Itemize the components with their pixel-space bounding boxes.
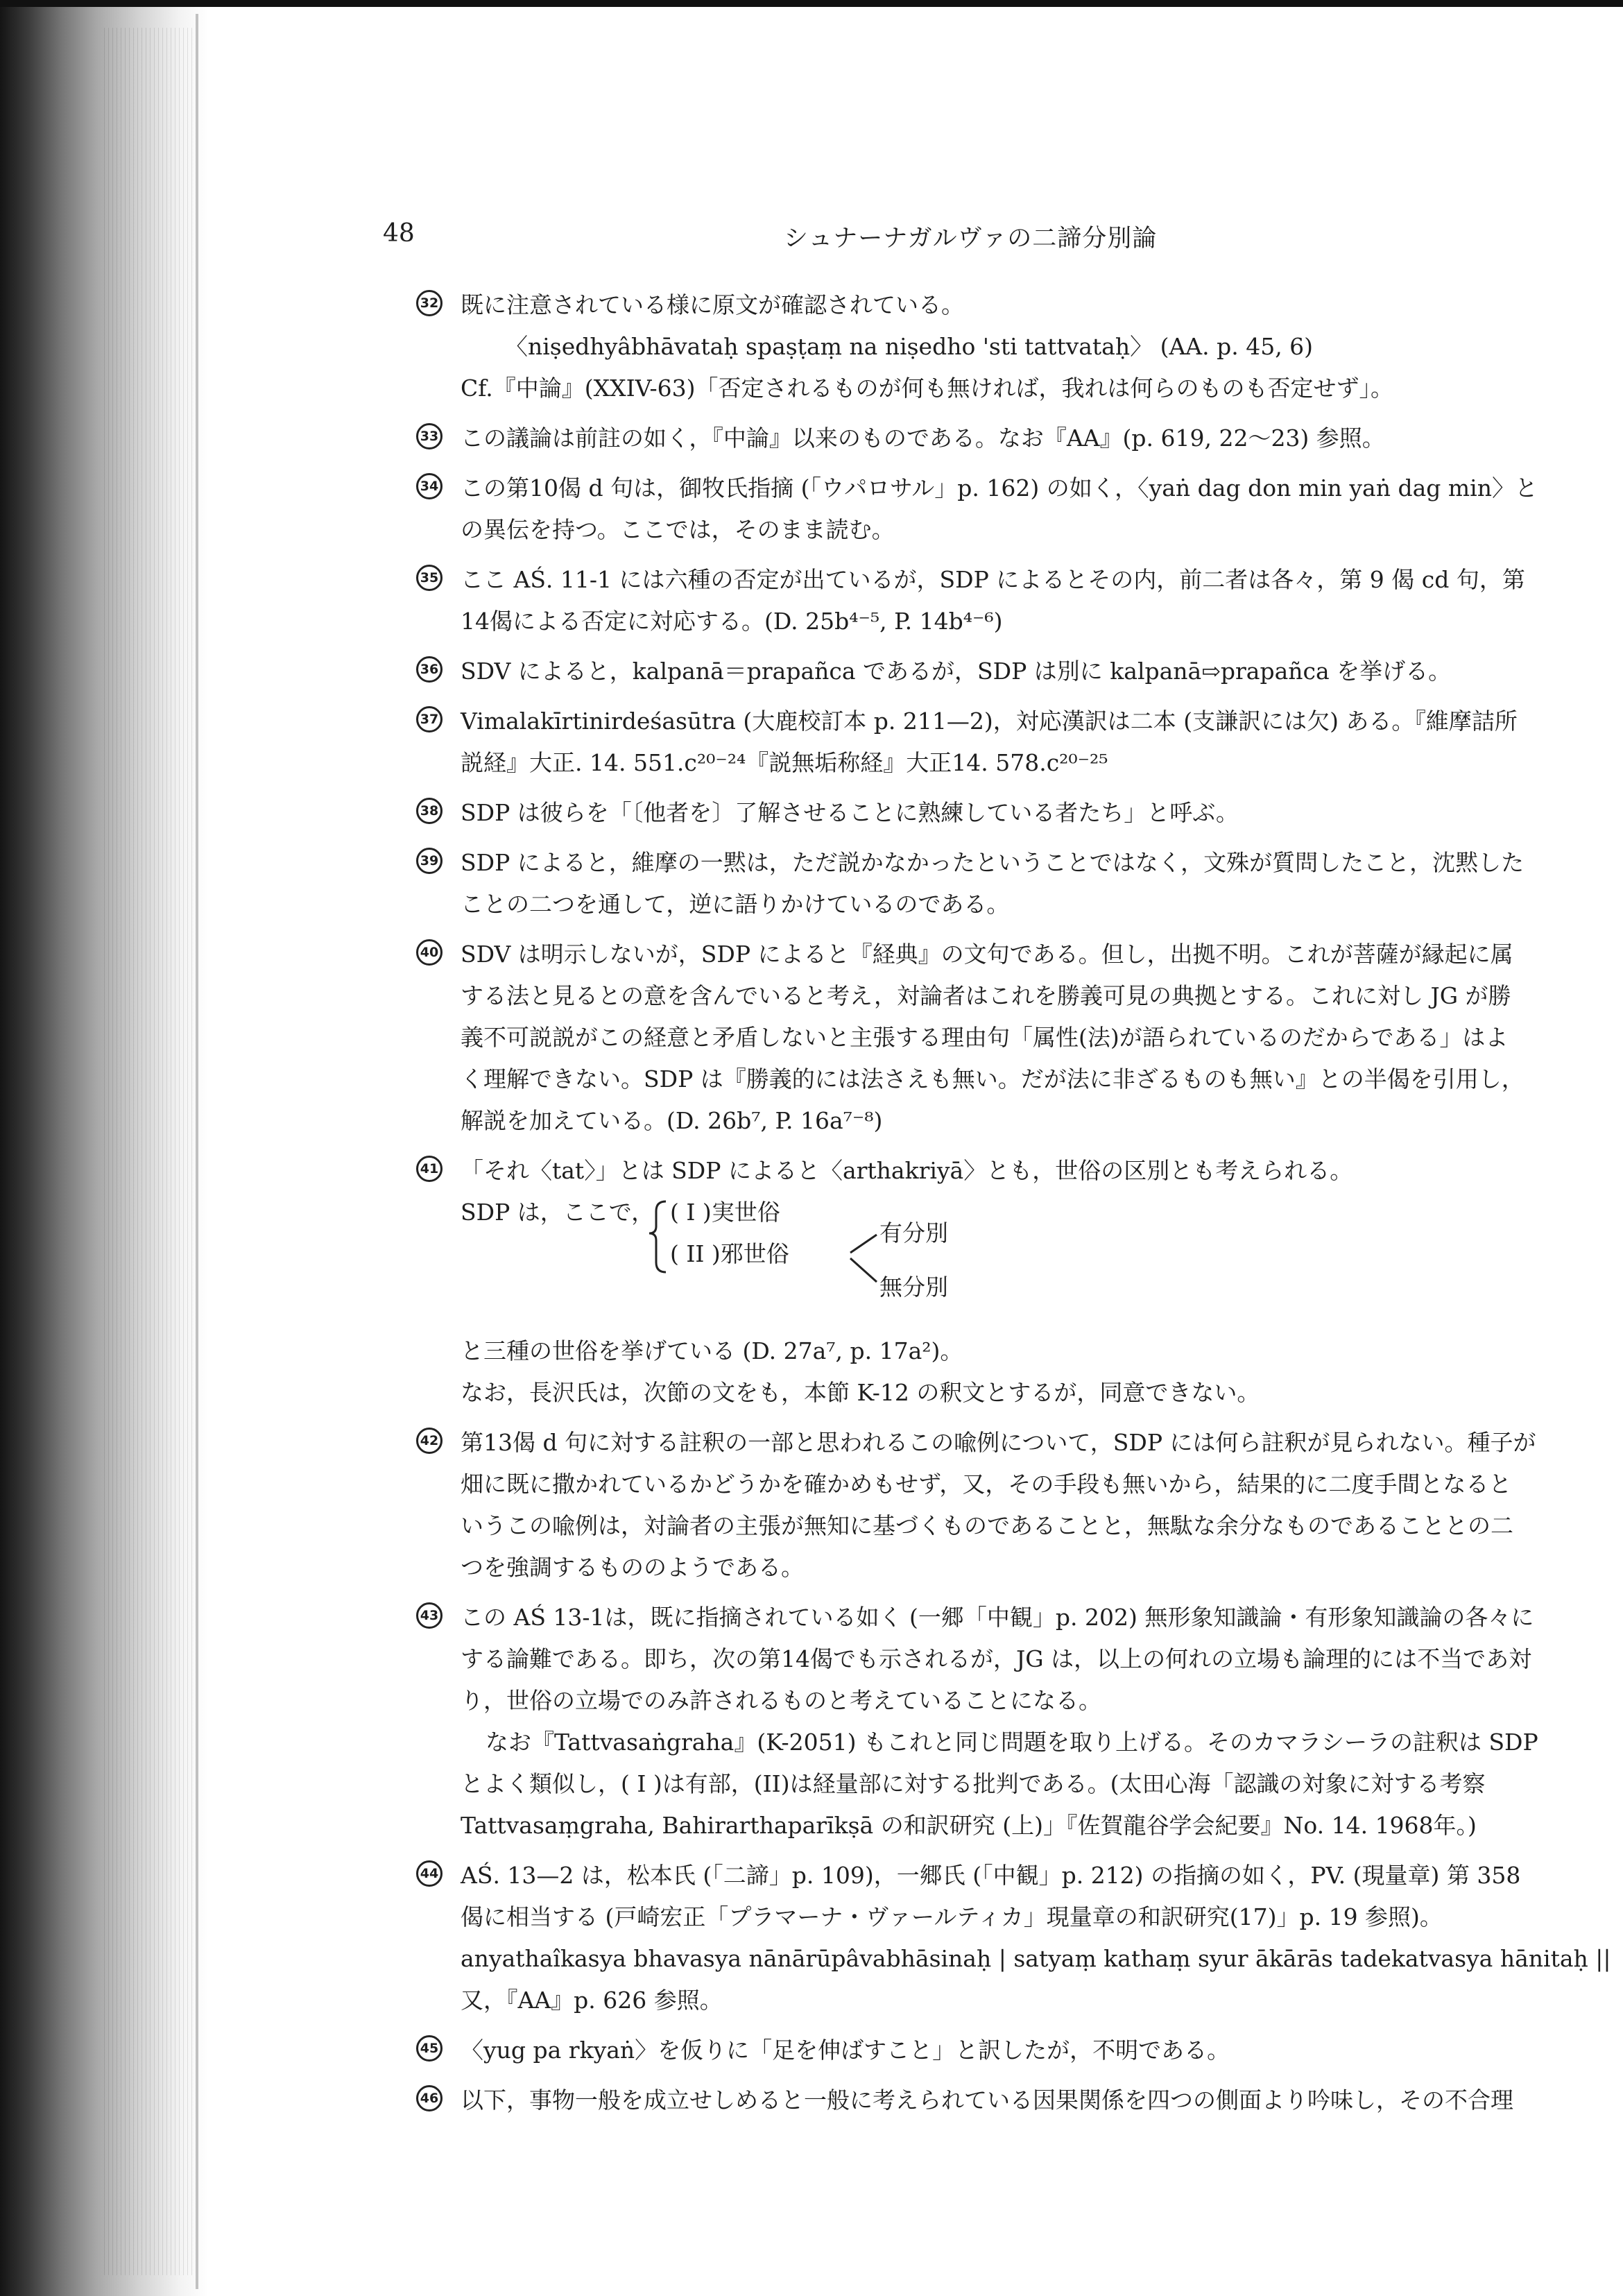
note-line: なお『Tattvasaṅgraha』(K-2051) もこれと同じ問題を取り上げる。そのカマラシーラの註釈は SDP	[486, 1729, 1538, 1756]
note-line: なお，長沢氏は，次節の文をも，本節 K-12 の釈文とするが，同意できない。	[461, 1379, 1260, 1406]
note-line: Vimalakīrtinirdeśasūtra (大鹿校訂本 p. 211—2)，対応漢訳は二本 (支謙訳には欠) ある。『維摩詰所	[461, 708, 1518, 735]
note-32	[416, 284, 1609, 409]
note-line: SDP は彼らを「〔他者を〕了解させることに熟練している者たち」と呼ぶ。	[461, 799, 1239, 826]
note-number: 42	[416, 1428, 443, 1454]
note-46	[416, 2080, 1609, 2121]
note-line: Tattvasaṃgraha, Bahirarthaparīkṣā の和訳研究 (上)」『佐賀龍谷学会紀要』No. 14. 1968年。)	[461, 1812, 1477, 1839]
note-43	[416, 1597, 1609, 1847]
note-line: 説経』大正. 14. 551.c²⁰⁻²⁴『説無垢称経』大正14. 578.c²⁰⁻²⁵	[461, 749, 1108, 776]
note-40	[416, 934, 1609, 1142]
diagram-brace	[461, 1192, 946, 1330]
note-line: する法と見るとの意を含んでいると考え，対論者はこれを勝義可見の典拠とする。これに対し JG が勝	[461, 982, 1511, 1009]
note-line: つを強調するもののようである。	[461, 1554, 804, 1581]
note-line: く理解できない。SDP は『勝義的には法さえも無い。だが法に非ざるものも無い』との半偈を引用し，	[461, 1065, 1525, 1093]
note-line: と三種の世俗を挙げている (D. 27a⁷, p. 17a²)。	[461, 1337, 963, 1364]
page-number: 48	[383, 219, 415, 248]
note-line: 第13偈 d 句に対する註釈の一部と思われるこの喩例について，SDP には何ら註釈が見られない。種子が	[461, 1429, 1536, 1456]
note-line: SDV は明示しないが，SDP によると『経典』の文句である。但し，出拠不明。これが菩薩が縁起に属	[461, 941, 1513, 968]
note-number: 46	[416, 2085, 443, 2111]
note-number: 44	[416, 1860, 443, 1887]
running-head: シュナーナガルヴァの二諦分別論	[784, 225, 1158, 252]
note-41	[416, 1150, 1609, 1414]
note-number: 45	[416, 2035, 443, 2062]
samvrti-division-diagram	[461, 1192, 1609, 1330]
note-number: 39	[416, 848, 443, 874]
note-44	[416, 1855, 1609, 2021]
note-39	[416, 842, 1609, 925]
note-37	[416, 701, 1609, 784]
binding-edge	[196, 14, 198, 2289]
note-line: 義不可説説がこの経意と矛盾しないと主張する理由句「属性(法)が語られているのだからである」はよ	[461, 1024, 1509, 1051]
footnotes	[416, 284, 1609, 2130]
note-line: 解説を加えている。(D. 26b⁷, P. 16a⁷⁻⁸)	[461, 1107, 883, 1134]
note-line: この議論は前註の如く，『中論』以来のものである。なお『AA』(p. 619, 22〜23) 参照。	[461, 425, 1385, 452]
note-35	[416, 559, 1609, 642]
note-34	[416, 468, 1609, 551]
note-line: いうこの喩例は，対論者の主張が無知に基づくものであることと，無駄な余分なものであることとの二	[461, 1512, 1513, 1539]
note-38	[416, 792, 1609, 834]
note-line: の異伝を持つ。ここでは，そのまま読む。	[461, 516, 895, 543]
note-line: り，世俗の立場でのみ許されるものと考えていることになる。	[461, 1687, 1101, 1714]
note-line: 以下，事物一般を成立せしめると一般に考えられている因果関係を四つの側面より吟味し，その不合理	[461, 2087, 1513, 2114]
note-line: 偈に相当する (戸崎宏正「プラマーナ・ヴァールティカ」現量章の和訳研究(17)」p. 19 参照)。	[461, 1903, 1443, 1930]
note-36	[416, 651, 1609, 692]
note-line: 畑に既に撒かれているかどうかを確かめもせず，又，その手段も無いから，結果的に二度手間となると	[461, 1471, 1512, 1498]
note-33	[416, 418, 1609, 459]
note-line: ここ AŚ. 11-1 には六種の否定が出ているが，SDP によるとその内，前二者は各々，第 9 偈 cd 句，第	[461, 566, 1525, 593]
note-45	[416, 2030, 1609, 2071]
note-verse: anyathaîkasya bhavasya nānārūpâvabhāsinaḥ | satyaṃ kathaṃ syur ākārās tadekatvasya hānitaḥ ||	[461, 1945, 1611, 1972]
note-quote: 〈niṣedhyâbhāvataḥ spaṣṭaṃ na niṣedho 'sti tattvataḥ〉 (AA. p. 45, 6)	[505, 333, 1314, 360]
note-number: 36	[416, 656, 443, 683]
note-number: 33	[416, 423, 443, 449]
note-number: 40	[416, 939, 443, 966]
note-line: この第10偈 d 句は，御牧氏指摘 (「ウパロサル」p. 162) の如く，〈yaṅ dag don min yaṅ dag min〉と	[461, 474, 1538, 502]
note-42	[416, 1422, 1609, 1588]
note-line: 「それ〈tat〉」とは SDP によると〈arthakriyā〉とも，世俗の区別とも考えられる。	[461, 1157, 1353, 1184]
note-number: 41	[416, 1156, 443, 1182]
note-line: 又，『AA』p. 626 参照。	[461, 1987, 723, 2014]
diagram-branch-false: ( II )邪世俗	[670, 1240, 789, 1267]
diagram-sub-with-conceptualization: 有分別	[879, 1219, 948, 1246]
note-line: する論難である。即ち，次の第14偈でも示されるが，JG は，以上の何れの立場も論理的には不当であ対	[461, 1645, 1532, 1672]
note-line: この AŚ 13-1は，既に指摘されている如く (一郷「中観」p. 202) 無形象知識論・有形象知識論の各々に	[461, 1604, 1534, 1631]
note-number: 43	[416, 1602, 443, 1629]
diagram-branch-real: ( I )実世俗	[670, 1199, 780, 1226]
note-number: 38	[416, 798, 443, 824]
note-line: SDP によると，維摩の一黙は，ただ説かなかったということではなく，文殊が質問したこと，沈黙した	[461, 849, 1525, 876]
page-top-edge	[0, 0, 1623, 7]
note-line: SDV によると，kalpanā＝prapañca であるが，SDP は別に kalpanā⇨prapañca を挙げる。	[461, 658, 1452, 685]
note-line: 〈yug pa rkyaṅ〉を仮りに「足を伸ばすこと」と訳したが，不明である。	[461, 2037, 1230, 2064]
note-number: 37	[416, 706, 443, 733]
note-number: 34	[416, 473, 443, 499]
note-line: 既に注意されている様に原文が確認されている。	[461, 291, 964, 318]
page-edge-lines	[104, 28, 194, 2275]
note-number: 35	[416, 565, 443, 591]
diagram-lead: SDP は，ここで，	[461, 1199, 655, 1226]
diagram-sub-without-conceptualization: 無分別	[879, 1274, 948, 1301]
note-number: 32	[416, 290, 443, 316]
note-line: AŚ. 13—2 は，松本氏 (「二諦」p. 109)，一郷氏 (「中観」p. 212) の指摘の如く，PV. (現量章) 第 358	[461, 1862, 1521, 1889]
note-line: ことの二つを通して，逆に語りかけているのである。	[461, 891, 1010, 918]
note-line: Cf.『中論』(XXIV-63)「否定されるものが何も無ければ，我れは何らのものも否定せず」。	[461, 375, 1393, 402]
note-line: 14偈による否定に対応する。(D. 25b⁴⁻⁵, P. 14b⁴⁻⁶)	[461, 608, 1003, 635]
note-line: とよく類似し，( I )は有部，(II)は経量部に対する批判である。(太田心海「認識の対象に対する考察	[461, 1770, 1486, 1797]
